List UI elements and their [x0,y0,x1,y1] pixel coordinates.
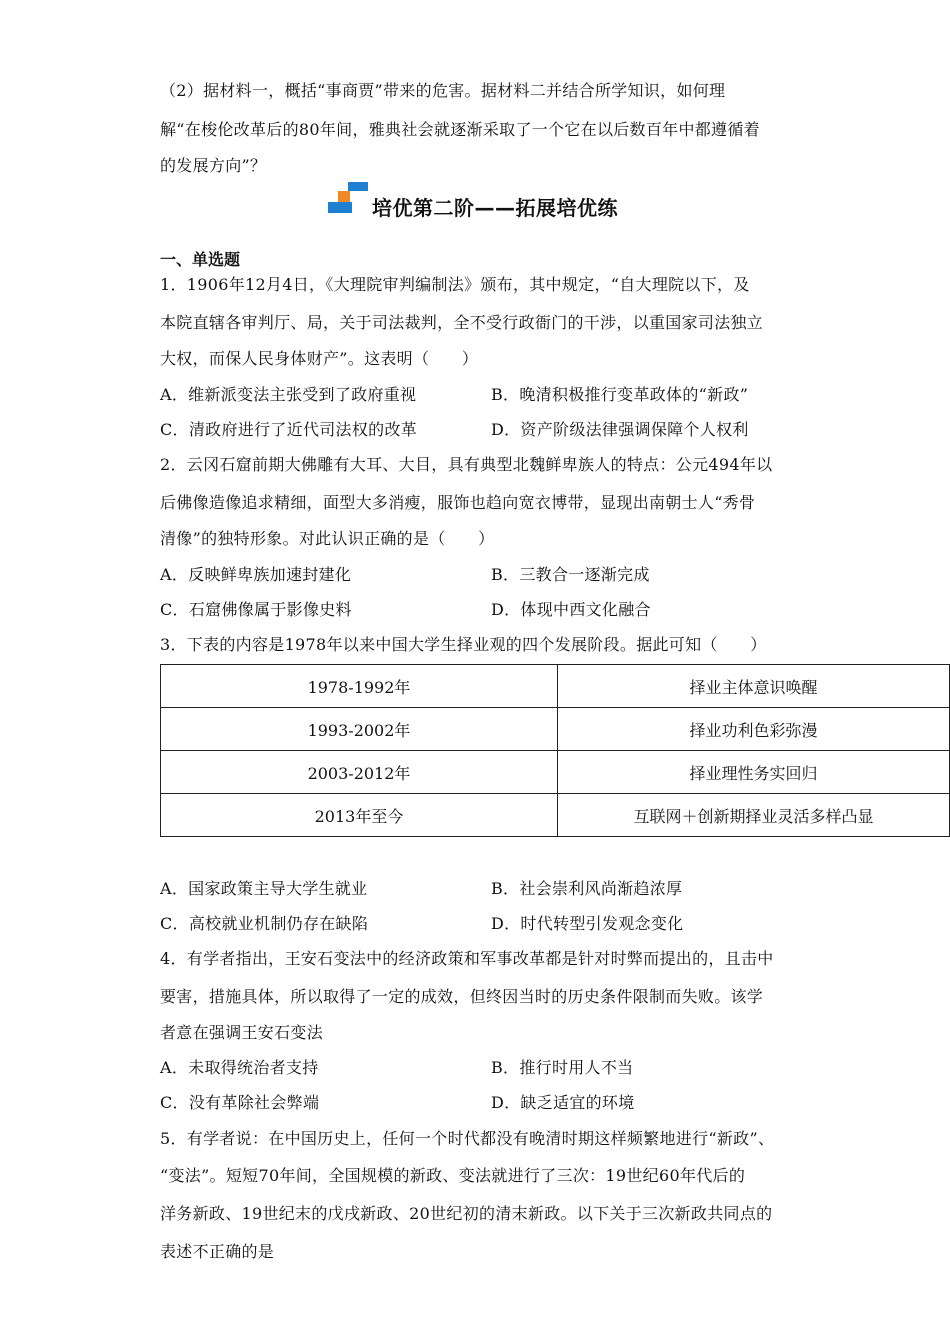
section-title: 一、单选题 [160,250,241,269]
question-4-stem: 4．有学者指出，王安石变法中的经济政策和军事改革都是针对时弊而提出的，且击中 [160,949,774,968]
question-4-option-b[interactable]: B．推行时用人不当 [491,1058,634,1077]
career-stage-table [160,664,950,837]
intro-question-line: 的发展方向”？ [160,156,267,175]
table-cell-description: 择业主体意识唤醒 [558,665,950,708]
table-cell-period: 2013年至今 [161,794,558,837]
question-2-option-a[interactable]: A．反映鲜卑族加速封建化 [160,565,352,584]
table-cell-description: 择业理性务实回归 [558,751,950,794]
table-cell-period: 2003-2012年 [161,751,558,794]
banner-title: 培优第二阶——拓展培优练 [372,196,618,220]
question-1-stem: 本院直辖各审判厅、局，关于司法裁判，全不受行政衙门的干涉，以重国家司法独立 [160,313,764,332]
question-5-stem: 表述不正确的是 [160,1242,275,1261]
question-5-stem: 洋务新政、19世纪末的戊戌新政、20世纪初的清末新政。以下关于三次新政共同点的 [160,1204,773,1223]
question-1-stem: 1．1906年12月4日，《大理院审判编制法》颁布，其中规定，“自大理院以下，及 [160,275,750,294]
question-3-option-b[interactable]: B．社会崇利风尚渐趋浓厚 [491,879,683,898]
question-3-stem: 3．下表的内容是1978年以来中国大学生择业观的四个发展阶段。据此可知（ ） [160,635,767,654]
question-2-stem: 后佛像造像追求精细，面型大多消瘦，服饰也趋向宽衣博带，显现出南朝士人“秀骨 [160,493,756,512]
question-5-stem: “变法”。短短70年间，全国规模的新政、变法就进行了三次：19世纪60年代后的 [160,1166,746,1185]
question-4-option-d[interactable]: D．缺乏适宜的环境 [491,1093,635,1112]
question-2-option-b[interactable]: B．三教合一逐渐完成 [491,565,650,584]
question-4-stem: 要害，措施具体，所以取得了一定的成效，但终因当时的历史条件限制而失败。该学 [160,987,764,1006]
table-cell-description: 互联网＋创新期择业灵活多样凸显 [558,794,950,837]
table-cell-description: 择业功利色彩弥漫 [558,708,950,751]
question-3-option-c[interactable]: C．高校就业机制仍存在缺陷 [160,914,369,933]
question-4-option-c[interactable]: C．没有革除社会弊端 [160,1093,320,1112]
table-row [161,794,950,837]
question-1-stem: 大权，而保人民身体财产”。这表明（ ） [160,349,479,368]
table-row [161,665,950,708]
question-1-option-b[interactable]: B．晚清积极推行变革政体的“新政” [491,385,749,404]
table-cell-period: 1993-2002年 [161,708,558,751]
question-2-stem: 清像”的独特形象。对此认识正确的是（ ） [160,529,495,548]
banner-blocks-icon [328,182,370,218]
question-3-option-d[interactable]: D．时代转型引发观念变化 [491,914,684,933]
question-1-option-d[interactable]: D．资产阶级法律强调保障个人权利 [491,420,749,439]
question-2-option-c[interactable]: C．石窟佛像属于影像史料 [160,600,352,619]
intro-question-line: 解“在梭伦改革后的80年间，雅典社会就逐渐采取了一个它在以后数百年中都遵循着 [160,120,760,139]
question-1-option-a[interactable]: A．维新派变法主张受到了政府重视 [160,385,417,404]
question-2-option-d[interactable]: D．体现中西文化融合 [491,600,651,619]
table-cell-period: 1978-1992年 [161,665,558,708]
question-5-stem: 5．有学者说：在中国历史上，任何一个时代都没有晚清时期这样频繁地进行“新政”、 [160,1129,775,1148]
table-row [161,708,950,751]
question-1-option-c[interactable]: C．清政府进行了近代司法权的改革 [160,420,418,439]
question-3-option-a[interactable]: A．国家政策主导大学生就业 [160,879,368,898]
question-4-stem: 者意在强调王安石变法 [160,1023,324,1042]
table-row [161,751,950,794]
question-2-stem: 2．云冈石窟前期大佛雕有大耳、大目，具有典型北魏鲜卑族人的特点：公元494年以 [160,455,773,474]
intro-question-line: （2）据材料一，概括“事商贾”带来的危害。据材料二并结合所学知识，如何理 [160,81,726,100]
question-4-option-a[interactable]: A．未取得统治者支持 [160,1058,319,1077]
